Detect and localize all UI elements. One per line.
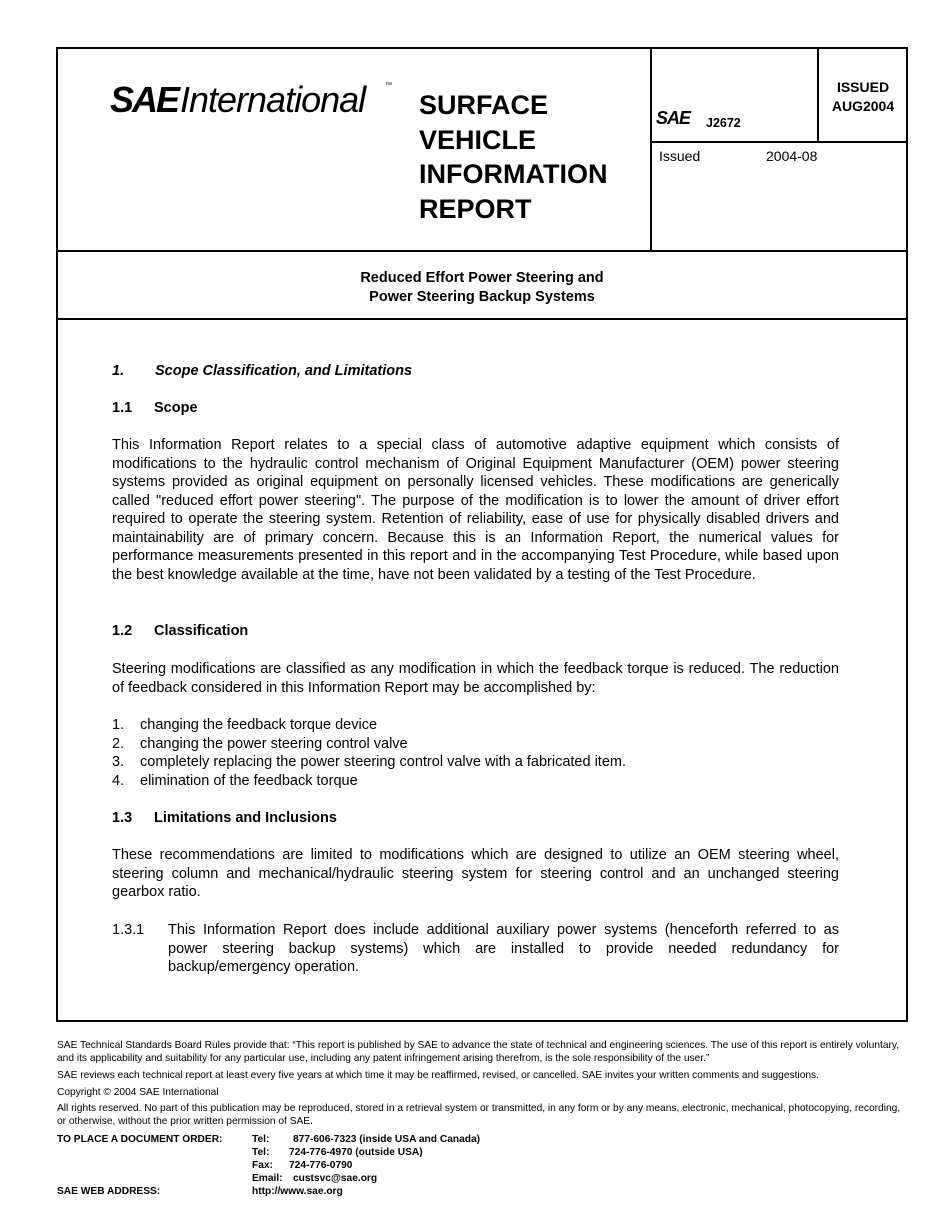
badge-row-divider bbox=[650, 141, 908, 143]
list-number: 2. bbox=[112, 735, 125, 752]
list-number: 4. bbox=[112, 772, 125, 789]
list-item bbox=[112, 716, 839, 735]
title-line: Power Steering Backup Systems bbox=[369, 289, 595, 305]
tel1-label: Tel: bbox=[252, 1134, 270, 1145]
section-number: 1.2 bbox=[112, 623, 133, 639]
tel2-label: Tel: bbox=[252, 1147, 270, 1158]
classification-paragraph: Steering modifications are classified as any modification in which the feedback torque is reduced. The reduction of feedback considered in this Information Report may be accomplished by: bbox=[112, 661, 839, 696]
list-item bbox=[112, 753, 839, 772]
web-label: SAE WEB ADDRESS: bbox=[57, 1186, 161, 1197]
document-title bbox=[58, 269, 906, 307]
header-divider bbox=[56, 250, 908, 252]
list-item bbox=[112, 772, 839, 791]
sae-mini-logo: SAE bbox=[656, 108, 691, 128]
footer-rules-paragraph: SAE Technical Standards Board Rules provide that: “This report is published by SAE to advance the state of technical and engineering sciences. The use of this report is entirely voluntary, and its applicability and suitability for any particular use, including any patent infringement arising therefrom, is the sole responsibility of the user.” bbox=[57, 1040, 900, 1064]
section-1-heading bbox=[112, 362, 839, 381]
section-title: Classification bbox=[154, 623, 249, 639]
section-title: Scope bbox=[154, 400, 198, 416]
issued-badge-line: AUG2004 bbox=[831, 98, 895, 114]
section-number: 1.1 bbox=[112, 400, 133, 416]
limitations-paragraph: These recommendations are limited to modifications which are designed to utilize an OEM steering wheel, steering column and mechanical/hydraulic steering system for steering control and an unchanged steering gearbox ratio. bbox=[112, 847, 839, 900]
tel2-number: 724-776-4970 (outside USA) bbox=[289, 1147, 423, 1158]
email-link[interactable]: custsvc@sae.org bbox=[293, 1173, 378, 1184]
list-item bbox=[112, 735, 839, 754]
doc-type-line: SURFACE bbox=[419, 90, 549, 120]
subsection-text: This Information Report does include additional auxiliary power systems (henceforth referred to as power steering backup systems) which are installed to provide needed redundancy for backup/emergency operation. bbox=[168, 922, 839, 975]
badge-col-divider bbox=[817, 47, 819, 143]
fax-number: 724-776-0790 bbox=[289, 1160, 353, 1171]
scope-paragraph: This Information Report relates to a special class of automotive adaptive equipment which consists of modifications to the hydraulic control mechanism of Original Equipment Manufacturer (OEM) power steering systems provided as original equipment on personally licensed vehicles. These modifications are generically called "reduced effort power steering". The purpose of the modification is to lower the amount of driver effort required to operate the steering system. Retention of reliability, ease of use for physically disabled drivers and maintainability are of primary concern. Because this is an Information Report, the numerical values for performance measurements presented in this report and in the accompanying Test Procedure, while based upon the best knowledge available at the time, have not been validated by a testing of the Test Procedure. bbox=[112, 437, 839, 583]
section-number: 1.3.1 bbox=[112, 922, 145, 938]
sae-logo: SAE bbox=[110, 79, 179, 120]
trademark-mark: ™ bbox=[385, 82, 392, 89]
section-number: 1.3 bbox=[112, 810, 133, 826]
section-number: 1. bbox=[112, 363, 125, 379]
section-title: Limitations and Inclusions bbox=[154, 810, 337, 826]
section-1-2-heading bbox=[112, 622, 839, 641]
header-col-divider bbox=[650, 47, 652, 252]
section-1-3-heading bbox=[112, 809, 839, 828]
classification-list bbox=[112, 716, 839, 790]
list-number: 3. bbox=[112, 754, 125, 770]
fax-label: Fax: bbox=[252, 1160, 273, 1171]
footer-review-paragraph: SAE reviews each technical report at least every five years at which time it may be reaffirmed, revised, or cancelled. SAE invites your written comments and suggestions. bbox=[57, 1070, 819, 1081]
issued-label: Issued bbox=[659, 148, 701, 164]
sae-logo-international: International bbox=[180, 79, 366, 120]
doc-type-line: REPORT bbox=[419, 193, 532, 224]
section-title: Scope Classification, and Limitations bbox=[155, 363, 413, 379]
list-text: elimination of the feedback torque bbox=[140, 772, 358, 789]
section-1-1-heading bbox=[112, 399, 839, 418]
title-divider bbox=[56, 318, 908, 320]
web-link[interactable]: http://www.sae.org bbox=[252, 1186, 343, 1197]
title-line: Reduced Effort Power Steering and bbox=[360, 270, 604, 286]
issued-date: 2004-08 bbox=[766, 148, 818, 164]
footer-rights-paragraph: All rights reserved. No part of this publication may be reproduced, stored in a retrieval system or transmitted, in any form or by any means, electronic, mechanical, photocopying, recording, or otherwise, without the prior written permission of SAE. bbox=[57, 1103, 901, 1127]
issued-badge bbox=[820, 78, 906, 116]
tel1-number: 877-606-7323 (inside USA and Canada) bbox=[293, 1134, 481, 1145]
section-1-3-1 bbox=[112, 921, 839, 977]
list-number: 1. bbox=[112, 717, 125, 733]
doc-type-line: INFORMATION bbox=[419, 159, 608, 189]
email-label: Email: bbox=[252, 1173, 283, 1184]
document-type bbox=[419, 88, 607, 226]
document-number: J2672 bbox=[706, 116, 741, 130]
list-text: completely replacing the power steering control valve with a fabricated item. bbox=[140, 754, 626, 770]
footer-copyright: Copyright © 2004 SAE International bbox=[57, 1087, 219, 1098]
list-text: changing the power steering control valve bbox=[140, 735, 408, 752]
issued-badge-line: ISSUED bbox=[836, 79, 890, 95]
list-text: changing the feedback torque device bbox=[140, 717, 378, 733]
doc-type-line: VEHICLE bbox=[419, 124, 537, 155]
order-label: TO PLACE A DOCUMENT ORDER: bbox=[57, 1134, 223, 1145]
